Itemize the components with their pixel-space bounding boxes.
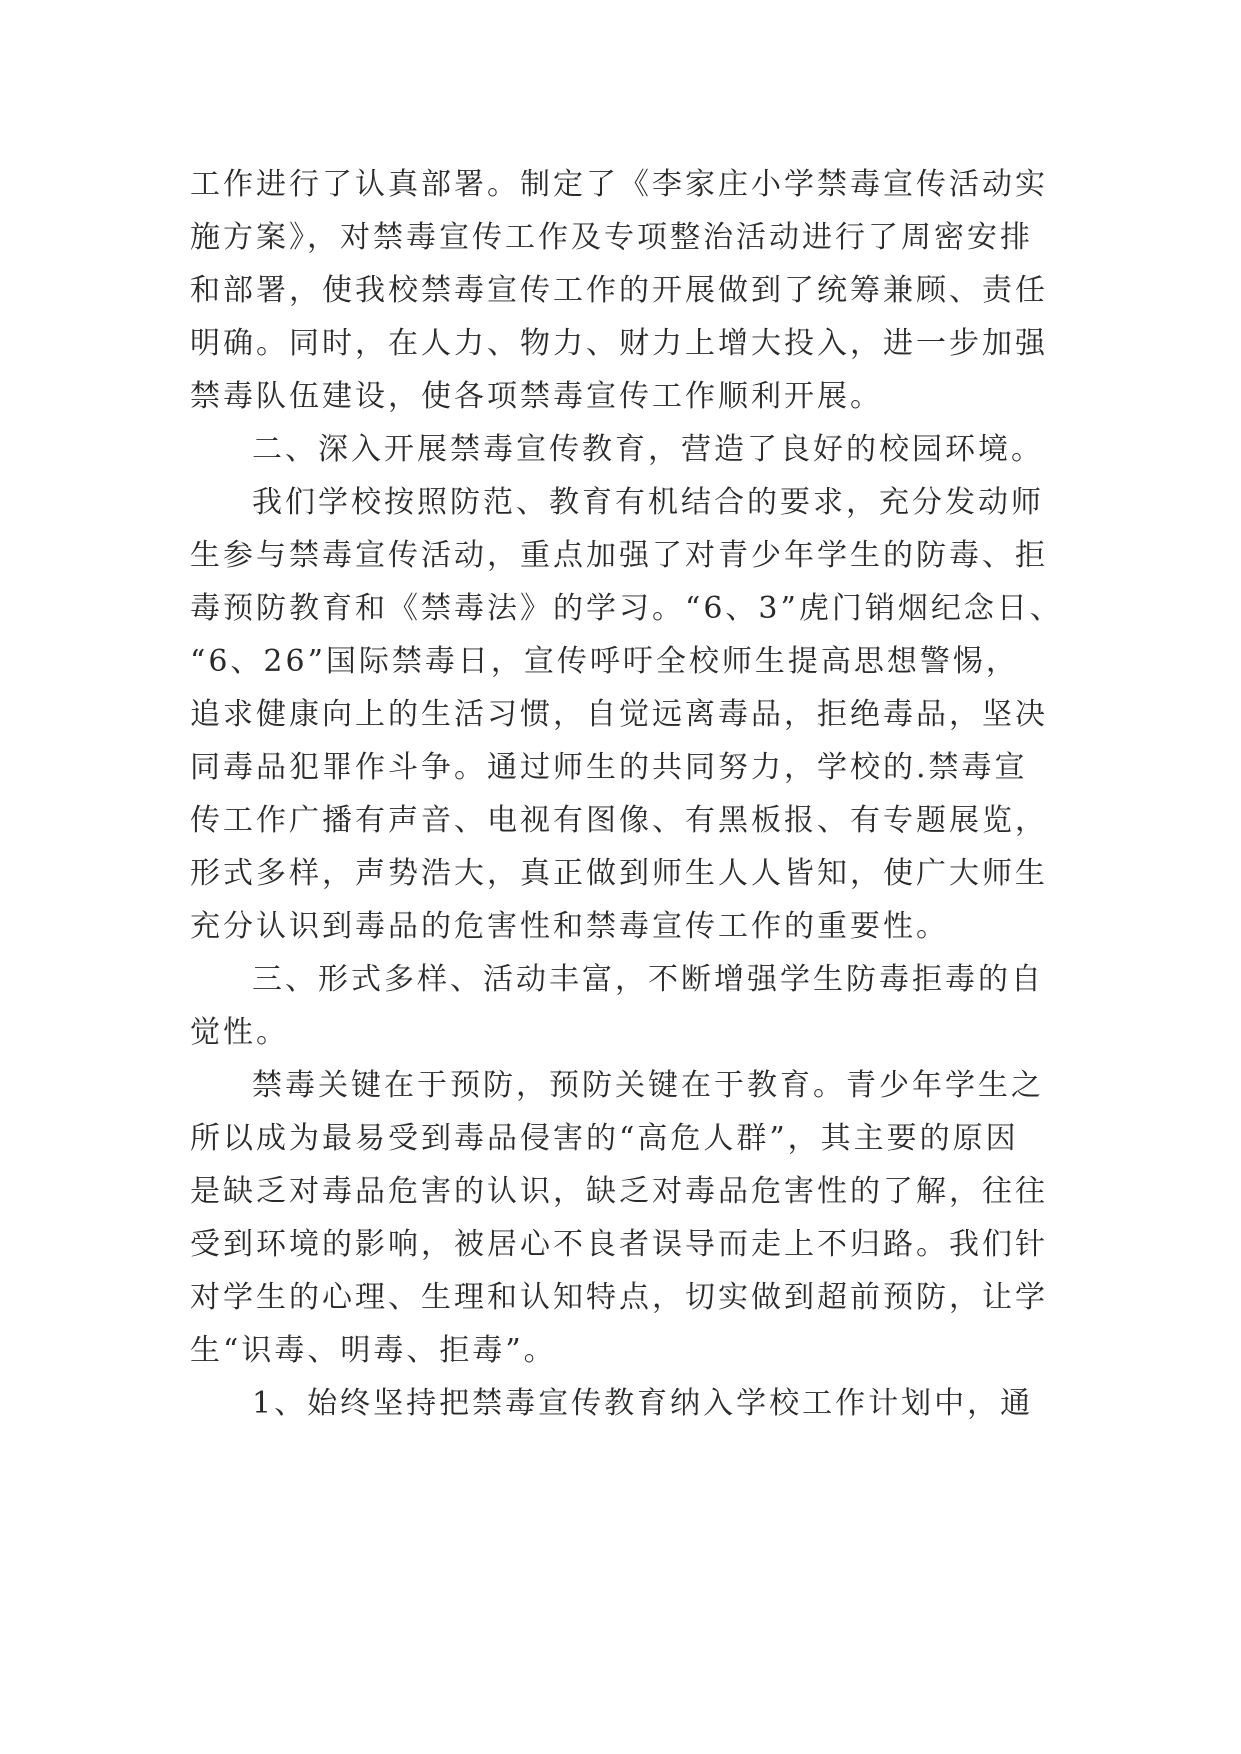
section-heading: 二、深入开展禁毒宣传教育，营造了良好的校园环境。 bbox=[252, 432, 1044, 467]
paragraph-first-line: 禁毒关键在于预防，预防关键在于教育。青少年学生之 bbox=[252, 1068, 1044, 1103]
text-line: 追求健康向上的生活习惯，自觉远离毒品，拒绝毒品，坚决 bbox=[190, 697, 1048, 732]
text-line: 工作进行了认真部署。制定了《李家庄小学禁毒宣传活动实 bbox=[190, 167, 1048, 202]
text-line: 传工作广播有声音、电视有图像、有黑板报、有专题展览， bbox=[190, 803, 1048, 838]
text-line: 对学生的心理、生理和认知特点，切实做到超前预防，让学 bbox=[190, 1280, 1048, 1315]
text-line: 禁毒队伍建设，使各项禁毒宣传工作顺利开展。 bbox=[190, 379, 883, 414]
text-line: 明确。同时，在人力、物力、财力上增大投入，进一步加强 bbox=[190, 326, 1048, 361]
document-body bbox=[190, 158, 1090, 1430]
text-line: “6、26”国际禁毒日，宣传呼吁全校师生提高思想警惕， bbox=[190, 644, 1019, 679]
text-line: 生“识毒、明毒、拒毒”。 bbox=[190, 1333, 557, 1368]
text-line: 毒预防教育和《禁毒法》的学习。“6、3”虎门销烟纪念日、 bbox=[190, 591, 1063, 626]
list-item: 1、始终坚持把禁毒宣传教育纳入学校工作计划中，通 bbox=[252, 1386, 1034, 1421]
section-heading: 三、形式多样、活动丰富，不断增强学生防毒拒毒的自 bbox=[252, 962, 1044, 997]
text-line: 受到环境的影响，被居心不良者误导而走上不归路。我们针 bbox=[190, 1227, 1048, 1262]
text-line: 施方案》，对禁毒宣传工作及专项整治活动进行了周密安排 bbox=[190, 220, 1033, 255]
text-line: 同毒品犯罪作斗争。通过师生的共同努力，学校的.禁毒宣 bbox=[190, 750, 1028, 785]
text-line: 生参与禁毒宣传活动，重点加强了对青少年学生的防毒、拒 bbox=[190, 538, 1048, 573]
text-line: 形式多样，声势浩大，真正做到师生人人皆知，使广大师生 bbox=[190, 856, 1048, 891]
text-line: 觉性。 bbox=[190, 1015, 289, 1050]
text-line: 充分认识到毒品的危害性和禁毒宣传工作的重要性。 bbox=[190, 909, 949, 944]
text-line: 是缺乏对毒品危害的认识，缺乏对毒品危害性的了解，往往 bbox=[190, 1174, 1048, 1209]
paragraph-first-line: 我们学校按照防范、教育有机结合的要求，充分发动师 bbox=[252, 485, 1044, 520]
text-line: 和部署，使我校禁毒宣传工作的开展做到了统筹兼顾、责任 bbox=[190, 273, 1048, 308]
text-line: 所以成为最易受到毒品侵害的“高危人群”，其主要的原因 bbox=[190, 1121, 1019, 1156]
